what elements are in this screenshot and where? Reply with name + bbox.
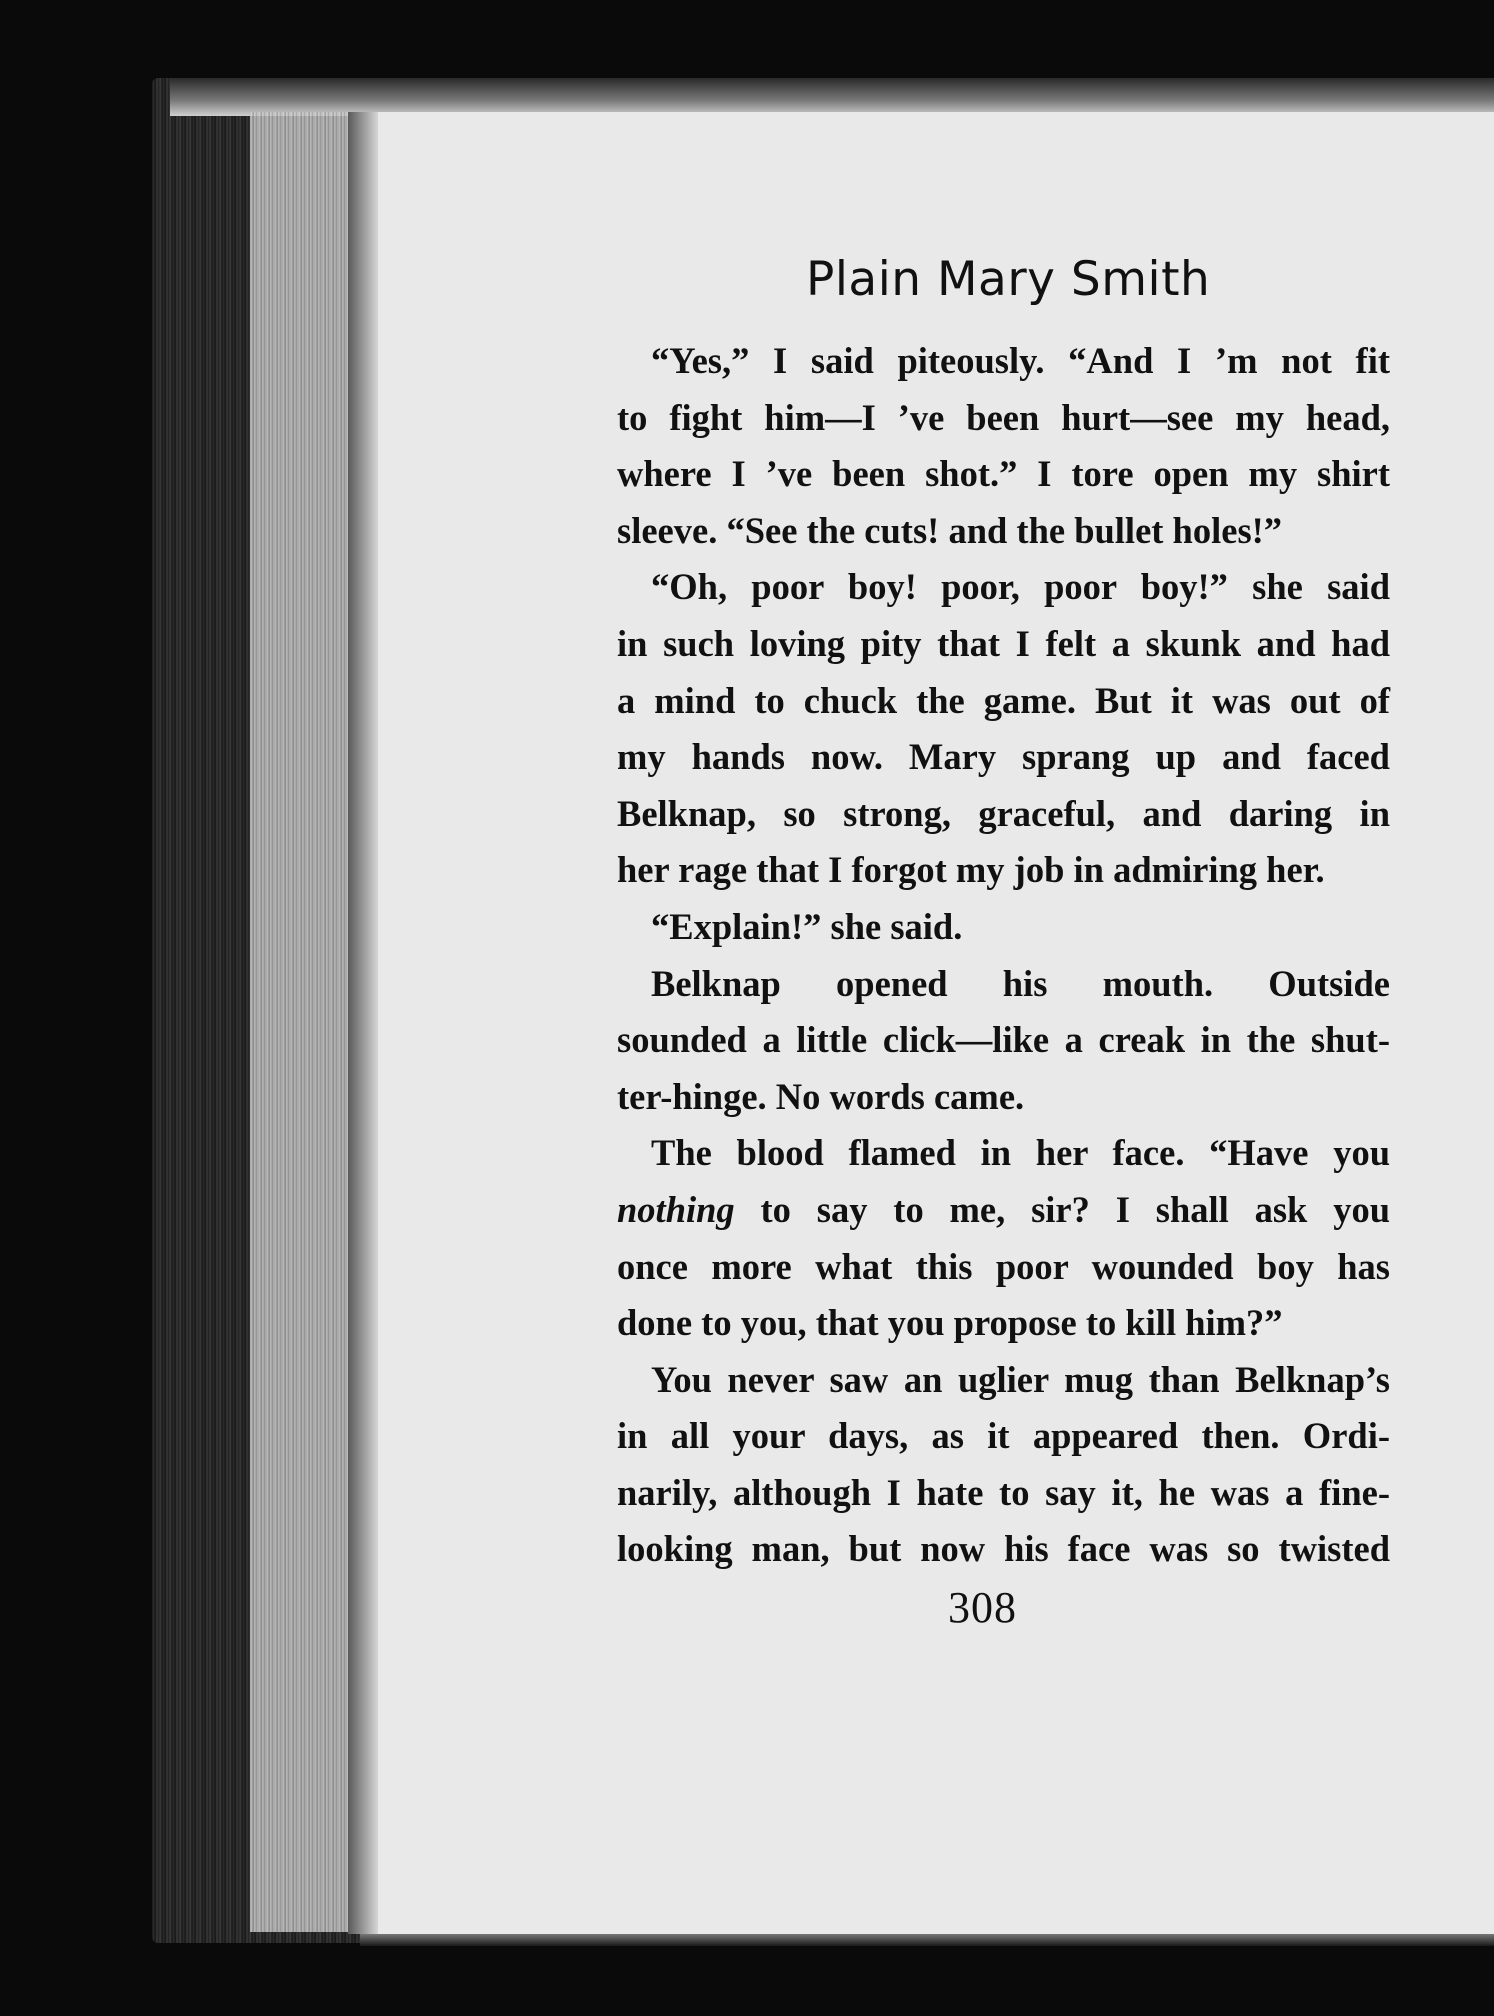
text-line: sounded a little click—like a creak in the shut- bbox=[617, 1019, 1390, 1061]
page-bottom-shadow bbox=[360, 1934, 1494, 1946]
text-line: where I ’ve been shot.” I tore open my shirt bbox=[617, 453, 1390, 495]
italic-word: nothing bbox=[617, 1188, 735, 1230]
text-line: looking man, but now his face was so twisted bbox=[617, 1528, 1390, 1570]
text-line bbox=[617, 1182, 1390, 1239]
text-line: a mind to chuck the game. But it was out of bbox=[617, 679, 1390, 721]
running-head: Plain Mary Smith bbox=[806, 252, 1211, 307]
text-line: narily, although I hate to say it, he was a fine- bbox=[617, 1471, 1390, 1513]
text-line: ter-hinge. No words came. bbox=[617, 1075, 1025, 1117]
text-line: her rage that I forgot my job in admiring her. bbox=[617, 849, 1325, 891]
text-line: “Oh, poor boy! poor, poor boy!” she said bbox=[651, 566, 1390, 608]
gutter-shadow bbox=[348, 112, 378, 1934]
text-segment: to say to me, sir? I shall ask you bbox=[734, 1188, 1390, 1230]
text-line: sleeve. “See the cuts! and the bullet holes!” bbox=[617, 509, 1283, 551]
text-line: The blood flamed in her face. “Have you bbox=[651, 1132, 1390, 1174]
text-line: in such loving pity that I felt a skunk and had bbox=[617, 622, 1390, 664]
text-line: “Explain!” she said. bbox=[651, 905, 963, 947]
text-line: done to you, that you propose to kill him?” bbox=[617, 1302, 1283, 1344]
text-line: You never saw an uglier mug than Belknap’s bbox=[651, 1358, 1390, 1400]
text-line: Belknap opened his mouth. Outside bbox=[651, 962, 1390, 1004]
page-number: 308 bbox=[948, 1583, 1017, 1632]
text-line: “Yes,” I said piteously. “And I ’m not fit bbox=[651, 340, 1390, 381]
text-line: Belknap, so strong, graceful, and daring in bbox=[617, 792, 1390, 834]
text-line: in all your days, as it appeared then. Ordi- bbox=[617, 1415, 1390, 1457]
text-line: once more what this poor wounded boy has bbox=[617, 1245, 1390, 1287]
text-line: my hands now. Mary sprang up and faced bbox=[617, 736, 1390, 778]
text-line: to fight him—I ’ve been hurt—see my head, bbox=[617, 396, 1390, 438]
book-cover-top-edge bbox=[170, 78, 1494, 116]
body-text bbox=[617, 333, 1390, 1578]
